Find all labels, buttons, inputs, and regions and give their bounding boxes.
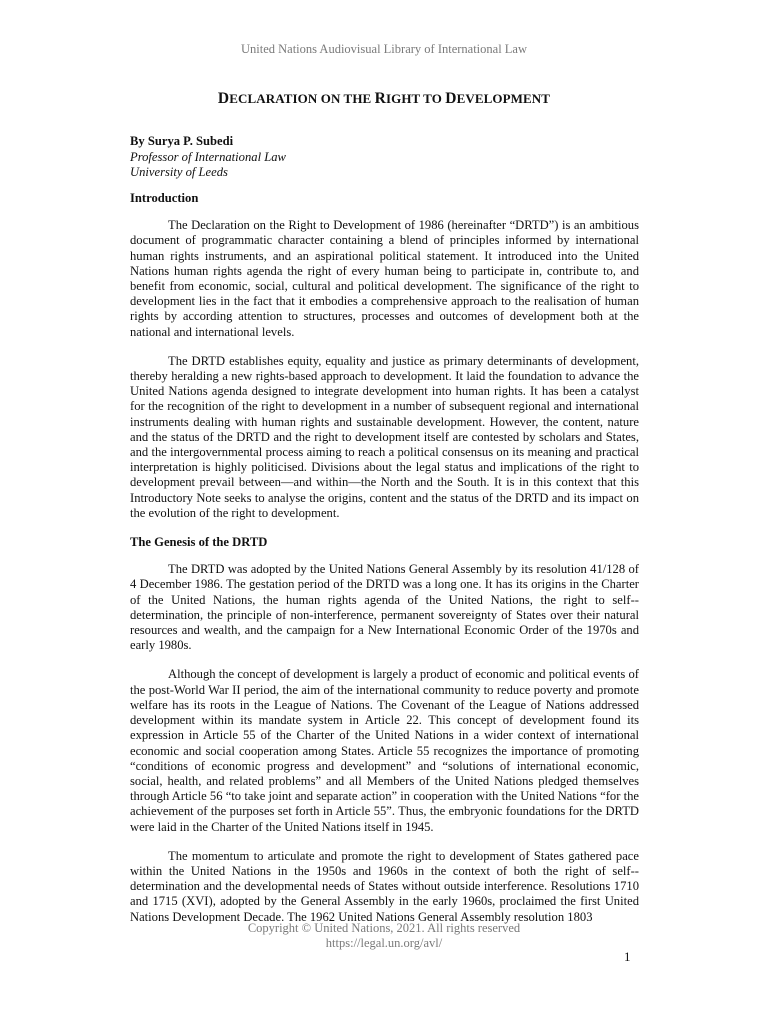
footer-copyright: Copyright © United Nations, 2021. All rights reserved — [247, 921, 521, 935]
author-affiliation: University of Leeds — [130, 165, 228, 179]
document-title — [0, 90, 768, 108]
paragraph-genesis-2: Although the concept of development is largely a product of economic and political events of the post-World War II period, the aim of the international community to reduce poverty and promote welfare has its roots in the League of Nations. The Covenant of the League of Nations addressed development within its mandate system in Article 22. This concept of development found its expression in Article 55 of the Charter of the United Nations in a wider context of international economic and social cooperation among States. Article 55 recognizes the importance of promoting “conditions of economic progress and development” and “solutions of international economic, social, health, and related problems” and all Members of the United Nations pledged themselves through Article 56 “to take joint and separate action” in cooperation with the United Nations “for the achievement of the purposes set forth in Article 55”. Thus, the embryonic foundations for the DRTD were laid in the Charter of the United Nations itself in 1945. — [130, 667, 639, 834]
title-part-3: EVELOPMENT — [456, 91, 551, 106]
body-text — [130, 191, 639, 939]
title-initial-r: R — [374, 90, 386, 107]
section-heading-introduction: Introduction — [130, 191, 199, 205]
paragraph-intro-2: The DRTD establishes equity, equality and justice as primary determinants of development, thereby heralding a new rights-based approach to development. It laid the foundation to advance the United Nations agenda designed to integrate development into human rights. It has been a catalyst for the recognition of the right to development in a number of subsequent regional and international instruments dealing with human rights and sustainable development. However, the content, nature and the status of the DRTD and the right to development itself are contested by scholars and States, and the intergovernmental process aiming to reach a political consensus on its meaning and practical interpretation is highly politicised. Divisions about the legal status and implications of the right to development prevail between—and within—the North and the South. It is in this context that this Introductory Note seeks to analyse the origins, content and the status of the DRTD and its impact on the evolution of the right to development. — [130, 353, 639, 520]
paragraph-genesis-1: The DRTD was adopted by the United Nations General Assembly by its resolution 41/128 of 4 December 1986. The gestation period of the DRTD was a long one. It has its origins in the Charter of the United Nations, the human rights agenda of the United Nations, the right to self-determination, the principle of non-interference, permanent sovereignty of States over their natural resources and wealth, and the campaign for a New International Economic Order of the 1970s and early 1980s. — [130, 562, 639, 653]
page-number: 1 — [624, 949, 631, 964]
page-footer — [0, 921, 768, 951]
author-name: By Surya P. Subedi — [130, 134, 234, 148]
running-header: United Nations Audiovisual Library of International Law — [240, 42, 528, 56]
author-block — [130, 134, 640, 181]
footer-url[interactable]: https://legal.un.org/avl/ — [325, 936, 443, 950]
title-part-1: ECLARATION ON THE — [229, 91, 375, 106]
title-initial-d: D — [217, 90, 230, 107]
section-heading-genesis: The Genesis of the DRTD — [130, 535, 268, 550]
paragraph-intro-1: The Declaration on the Right to Development of 1986 (hereinafter “DRTD”) is an ambitious document of programmatic character containing a blend of principles informed by international human rights instruments, and an aspirational political statement. It introduced into the United Nations human rights agenda the right of every human being to participate in, contribute to, and benefit from economic, social, cultural and political development. The significance of the right to development lies in the fact that it embodies a comprehensive approach to the realisation of human rights by according attention to structures, processes and outcomes of development both at the national and international levels. — [130, 218, 639, 339]
paragraph-genesis-3: The momentum to articulate and promote the right to development of States gathered pace within the United Nations in the 1950s and 1960s in the context of both the right of self-determination and the developmental needs of States without outside interference. Resolutions 1710 and 1715 (XVI), adopted by the General Assembly in the early 1960s, proclaimed the first United Nations Development Decade. The 1962 United Nations General Assembly resolution 1803 — [130, 848, 639, 924]
author-position: Professor of International Law — [130, 149, 286, 164]
title-part-2: IGHT TO — [385, 91, 446, 106]
title-initial-d2: D — [445, 90, 457, 107]
